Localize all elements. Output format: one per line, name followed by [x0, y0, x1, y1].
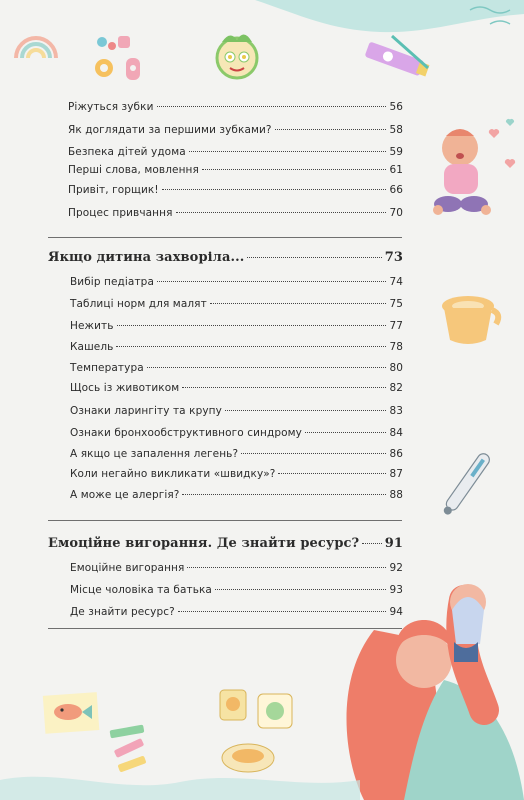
toc-leader-dots: [202, 169, 386, 170]
toc-entry-title: Коли негайно викликати «швидку»?: [70, 468, 276, 480]
toc-entry-title: Таблиці норм для малят: [70, 298, 207, 310]
toc-chapter-entry[interactable]: [48, 250, 403, 265]
toc-entry[interactable]: [70, 448, 403, 460]
toc-entry[interactable]: [70, 382, 403, 394]
toc-entry[interactable]: [68, 207, 403, 219]
section-divider: [48, 237, 402, 238]
toc-leader-dots: [182, 387, 386, 388]
toc-leader-dots: [305, 432, 386, 433]
toc-leader-dots: [157, 106, 387, 107]
toc-leader-dots: [178, 611, 387, 612]
toc-leader-dots: [176, 212, 387, 213]
toc-leader-dots: [210, 303, 387, 304]
toc-leader-dots: [157, 281, 386, 282]
toc-page-number: 87: [389, 468, 403, 480]
toc-leader-dots: [182, 494, 386, 495]
toc-entry-title: Щось із животиком: [70, 382, 180, 394]
toc-leader-dots: [116, 346, 386, 347]
toc-entry-title: Кашель: [70, 341, 114, 353]
toc-page-number: 94: [389, 606, 403, 618]
toc-entry[interactable]: [70, 320, 403, 332]
toc-leader-dots: [189, 151, 387, 152]
toc-leader-dots: [241, 453, 386, 454]
toc-entry[interactable]: [70, 276, 403, 288]
toc-page-number: 75: [389, 298, 403, 310]
toc-entry-title: Нежить: [70, 320, 114, 332]
toc-leader-dots: [117, 325, 387, 326]
toc-page-number: 59: [389, 146, 403, 158]
toc-leader-dots: [215, 589, 386, 590]
toc-entry-title: Температура: [70, 362, 144, 374]
toc-page-number: 77: [389, 320, 403, 332]
toc-entry[interactable]: [70, 405, 403, 417]
toc-leader-dots: [147, 367, 387, 368]
toc-leader-dots: [247, 257, 381, 258]
toc-chapter-title: Якщо дитина захворіла...: [48, 250, 245, 265]
toc-entry[interactable]: [70, 468, 403, 480]
section-divider: [48, 628, 402, 629]
toc-leader-dots: [275, 129, 387, 130]
toc-page-number: 86: [389, 448, 403, 460]
toc-page-number: 84: [389, 427, 403, 439]
toc-entry[interactable]: [68, 164, 403, 176]
toc-entry-title: Перші слова, мовлення: [68, 164, 199, 176]
toc-entry-title: Привіт, горщик!: [68, 184, 159, 196]
toc-chapter-entry[interactable]: [48, 536, 403, 551]
toc-entry-title: А може це алергія?: [70, 489, 180, 501]
toc-entry-title: Місце чоловіка та батька: [70, 584, 212, 596]
toc-entry[interactable]: [70, 584, 403, 596]
toc-entry-title: Ознаки ларингіту та крупу: [70, 405, 222, 417]
toc-entry[interactable]: [70, 606, 403, 618]
toc-entry-title: Ріжуться зубки: [68, 101, 154, 113]
toc-entry[interactable]: [70, 362, 403, 374]
toc-page-number: 66: [389, 184, 403, 196]
toc-entry[interactable]: [68, 184, 403, 196]
toc-entry[interactable]: [70, 298, 403, 310]
toc-entry[interactable]: [70, 427, 403, 439]
toc-page-number: 73: [384, 250, 403, 265]
toc-page-number: 91: [384, 536, 403, 551]
toc-entry-title: Як доглядати за першими зубками?: [68, 124, 272, 136]
toc-page-number: 56: [389, 101, 403, 113]
toc-page-number: 88: [389, 489, 403, 501]
toc-chapter-title: Емоційне вигорання. Де знайти ресурс?: [48, 536, 360, 551]
toc-leader-dots: [162, 189, 387, 190]
toc-entry[interactable]: [70, 341, 403, 353]
toc-entry-title: А якщо це запалення легень?: [70, 448, 239, 460]
toc-page-number: 61: [389, 164, 403, 176]
toc-leader-dots: [278, 473, 386, 474]
section-divider: [48, 520, 402, 521]
toc-page-number: 92: [389, 562, 403, 574]
toc-entry-title: Процес привчання: [68, 207, 173, 219]
toc-entry[interactable]: [68, 101, 403, 113]
toc-page-number: 74: [389, 276, 403, 288]
toc-entry-title: Де знайти ресурс?: [70, 606, 175, 618]
toc-entry[interactable]: [68, 124, 403, 136]
toc-page-number: 80: [389, 362, 403, 374]
toc-entry[interactable]: [70, 562, 403, 574]
toc-page-number: 58: [389, 124, 403, 136]
toc-entry-title: Безпека дітей удома: [68, 146, 186, 158]
toc-leader-dots: [362, 543, 381, 544]
toc-leader-dots: [225, 410, 386, 411]
toc-page-number: 93: [389, 584, 403, 596]
toc-page-number: 70: [389, 207, 403, 219]
toc-page-number: 82: [389, 382, 403, 394]
toc-entry-title: Емоційне вигорання: [70, 562, 185, 574]
toc-entry[interactable]: [70, 489, 403, 501]
toc-page-number: 83: [389, 405, 403, 417]
toc-entry-title: Ознаки бронхообструктивного синдрому: [70, 427, 302, 439]
toc-entry[interactable]: [68, 146, 403, 158]
toc-leader-dots: [187, 567, 386, 568]
toc-page-number: 78: [389, 341, 403, 353]
toc-entry-title: Вибір педіатра: [70, 276, 154, 288]
